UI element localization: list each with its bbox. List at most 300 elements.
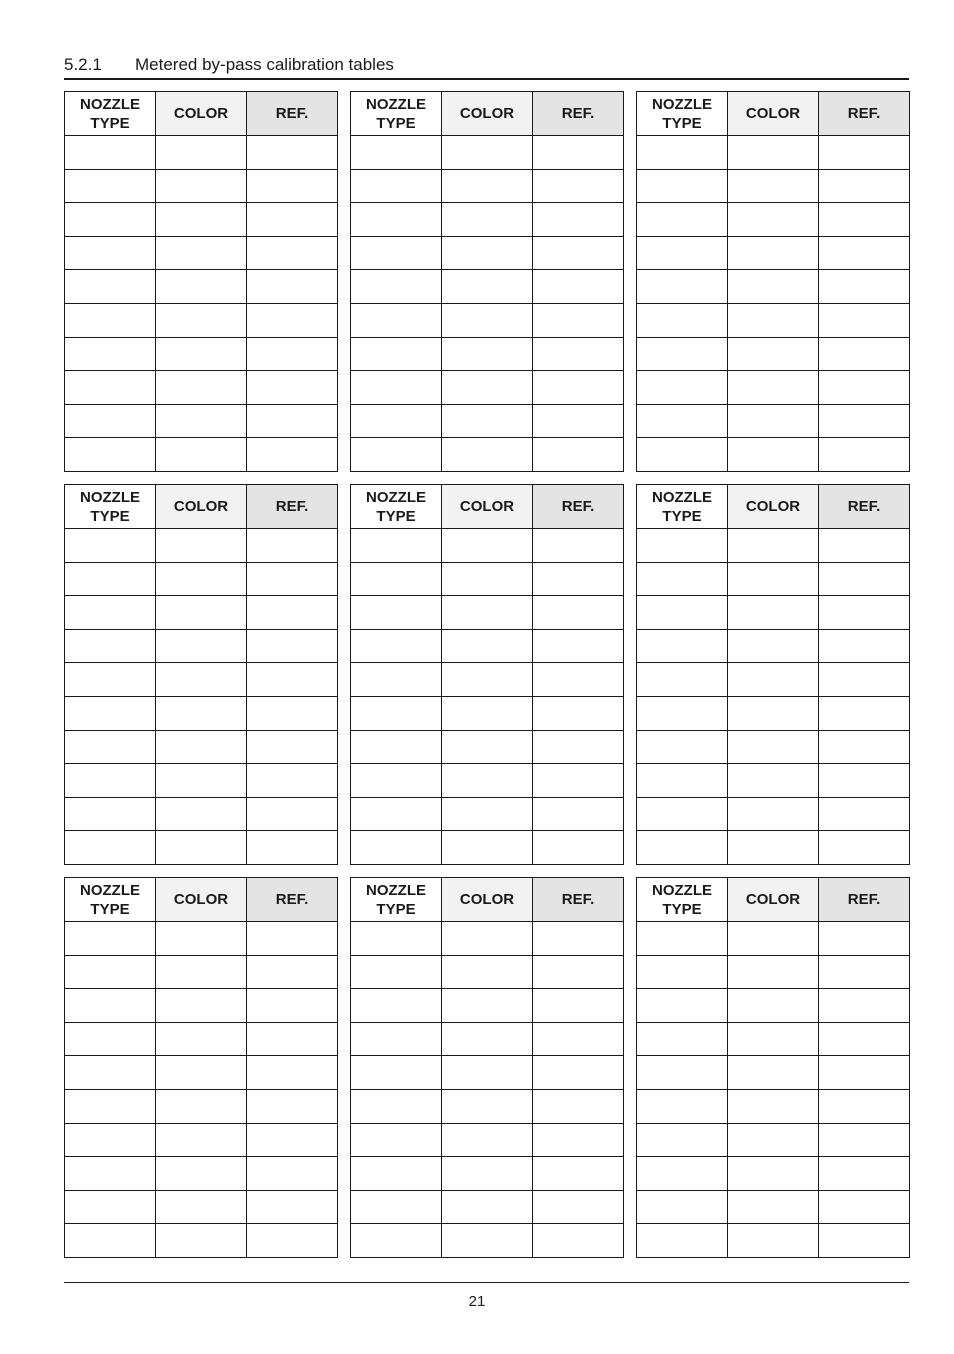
- color-cell[interactable]: [156, 371, 247, 405]
- ref-cell[interactable]: [533, 1157, 624, 1191]
- nozzle-type-cell[interactable]: [65, 371, 156, 405]
- table-row: [637, 169, 910, 203]
- color-cell[interactable]: [728, 1056, 819, 1090]
- table-row: [637, 1190, 910, 1224]
- color-cell[interactable]: [442, 1157, 533, 1191]
- color-cell[interactable]: [442, 629, 533, 663]
- ref-cell[interactable]: [819, 831, 910, 865]
- color-cell[interactable]: [442, 596, 533, 630]
- color-cell[interactable]: [156, 203, 247, 237]
- color-cell[interactable]: [156, 663, 247, 697]
- color-cell[interactable]: [728, 696, 819, 730]
- nozzle-type-cell[interactable]: [65, 337, 156, 371]
- nozzle-type-cell[interactable]: [351, 1190, 442, 1224]
- color-cell[interactable]: [156, 831, 247, 865]
- nozzle-type-cell[interactable]: [351, 236, 442, 270]
- nozzle-type-cell[interactable]: [65, 1022, 156, 1056]
- ref-cell[interactable]: [247, 629, 338, 663]
- ref-cell[interactable]: [247, 1022, 338, 1056]
- color-cell[interactable]: [156, 529, 247, 563]
- ref-cell[interactable]: [247, 562, 338, 596]
- nozzle-type-cell[interactable]: [637, 730, 728, 764]
- color-cell[interactable]: [442, 371, 533, 405]
- color-cell[interactable]: [442, 696, 533, 730]
- nozzle-type-cell[interactable]: [637, 629, 728, 663]
- ref-cell[interactable]: [819, 529, 910, 563]
- ref-cell[interactable]: [533, 438, 624, 472]
- table-row: [351, 764, 624, 798]
- nozzle-type-cell[interactable]: [637, 955, 728, 989]
- color-cell[interactable]: [156, 303, 247, 337]
- ref-cell[interactable]: [533, 1089, 624, 1123]
- color-cell[interactable]: [156, 764, 247, 798]
- color-cell[interactable]: [442, 236, 533, 270]
- color-cell[interactable]: [156, 955, 247, 989]
- nozzle-type-cell[interactable]: [351, 629, 442, 663]
- color-cell[interactable]: [728, 955, 819, 989]
- ref-cell[interactable]: [533, 1190, 624, 1224]
- nozzle-type-cell[interactable]: [637, 1022, 728, 1056]
- table-row: [65, 596, 338, 630]
- nozzle-type-cell[interactable]: [351, 371, 442, 405]
- nozzle-type-cell[interactable]: [65, 730, 156, 764]
- color-cell[interactable]: [728, 270, 819, 304]
- nozzle-type-cell[interactable]: [351, 797, 442, 831]
- table-row: [351, 1224, 624, 1258]
- ref-cell[interactable]: [819, 1157, 910, 1191]
- color-cell[interactable]: [156, 404, 247, 438]
- ref-cell[interactable]: [819, 663, 910, 697]
- ref-cell[interactable]: [533, 797, 624, 831]
- ref-cell[interactable]: [247, 797, 338, 831]
- ref-cell[interactable]: [247, 1056, 338, 1090]
- type-header-line: TYPE: [90, 900, 130, 918]
- nozzle-type-cell[interactable]: [637, 1089, 728, 1123]
- ref-cell[interactable]: [533, 629, 624, 663]
- ref-cell[interactable]: [533, 371, 624, 405]
- nozzle-type-cell[interactable]: [65, 203, 156, 237]
- ref-cell[interactable]: [533, 1224, 624, 1258]
- color-cell[interactable]: [728, 1190, 819, 1224]
- nozzle-type-cell[interactable]: [637, 562, 728, 596]
- nozzle-type-cell[interactable]: [351, 764, 442, 798]
- color-cell[interactable]: [442, 404, 533, 438]
- nozzle-type-cell[interactable]: [637, 696, 728, 730]
- color-cell[interactable]: [442, 529, 533, 563]
- color-cell[interactable]: [728, 1224, 819, 1258]
- nozzle-type-cell[interactable]: [351, 696, 442, 730]
- nozzle-type-cell[interactable]: [637, 236, 728, 270]
- nozzle-type-cell[interactable]: [351, 203, 442, 237]
- ref-cell[interactable]: [533, 136, 624, 170]
- nozzle-type-cell[interactable]: [351, 955, 442, 989]
- table-row: [637, 831, 910, 865]
- nozzle-type-cell[interactable]: [637, 922, 728, 956]
- color-cell[interactable]: [728, 303, 819, 337]
- nozzle-type-cell[interactable]: [637, 1123, 728, 1157]
- nozzle-type-cell[interactable]: [65, 596, 156, 630]
- color-cell[interactable]: [442, 663, 533, 697]
- color-cell[interactable]: [442, 955, 533, 989]
- ref-cell[interactable]: [533, 730, 624, 764]
- ref-cell[interactable]: [247, 1157, 338, 1191]
- ref-cell[interactable]: [247, 730, 338, 764]
- table-row: [351, 596, 624, 630]
- ref-cell[interactable]: [819, 136, 910, 170]
- table-row: [351, 303, 624, 337]
- nozzle-type-cell[interactable]: [637, 797, 728, 831]
- color-cell[interactable]: [442, 270, 533, 304]
- nozzle-type-cell[interactable]: [65, 663, 156, 697]
- nozzle-type-cell[interactable]: [637, 663, 728, 697]
- nozzle-type-cell[interactable]: [637, 438, 728, 472]
- color-cell[interactable]: [728, 562, 819, 596]
- ref-cell[interactable]: [819, 1190, 910, 1224]
- nozzle-type-cell[interactable]: [351, 1022, 442, 1056]
- ref-cell[interactable]: [819, 596, 910, 630]
- nozzle-type-cell[interactable]: [637, 371, 728, 405]
- nozzle-type-cell[interactable]: [65, 696, 156, 730]
- nozzle-type-cell[interactable]: [351, 529, 442, 563]
- nozzle-type-cell[interactable]: [637, 1056, 728, 1090]
- nozzle-type-cell[interactable]: [65, 1056, 156, 1090]
- color-cell[interactable]: [156, 730, 247, 764]
- ref-cell[interactable]: [247, 136, 338, 170]
- ref-cell[interactable]: [247, 989, 338, 1023]
- color-cell[interactable]: [728, 831, 819, 865]
- ref-cell[interactable]: [819, 730, 910, 764]
- ref-cell[interactable]: [533, 404, 624, 438]
- color-cell[interactable]: [728, 764, 819, 798]
- color-cell[interactable]: [442, 922, 533, 956]
- ref-cell[interactable]: [819, 371, 910, 405]
- nozzle-type-cell[interactable]: [351, 270, 442, 304]
- ref-cell[interactable]: [247, 955, 338, 989]
- ref-cell[interactable]: [247, 438, 338, 472]
- color-cell[interactable]: [728, 629, 819, 663]
- color-cell[interactable]: [156, 562, 247, 596]
- color-cell[interactable]: [156, 438, 247, 472]
- color-cell[interactable]: [728, 1089, 819, 1123]
- color-cell[interactable]: [442, 831, 533, 865]
- color-cell[interactable]: [156, 1056, 247, 1090]
- color-cell[interactable]: [728, 337, 819, 371]
- color-cell[interactable]: [442, 1022, 533, 1056]
- color-cell[interactable]: [442, 1123, 533, 1157]
- color-cell[interactable]: [442, 303, 533, 337]
- ref-cell[interactable]: [247, 831, 338, 865]
- ref-cell[interactable]: [533, 922, 624, 956]
- ref-cell[interactable]: [247, 1224, 338, 1258]
- nozzle-type-cell[interactable]: [351, 1123, 442, 1157]
- ref-cell[interactable]: [819, 1224, 910, 1258]
- ref-cell[interactable]: [819, 629, 910, 663]
- ref-cell[interactable]: [533, 270, 624, 304]
- nozzle-type-cell[interactable]: [65, 136, 156, 170]
- nozzle-type-cell[interactable]: [65, 303, 156, 337]
- nozzle-type-cell[interactable]: [351, 1224, 442, 1258]
- nozzle-type-cell[interactable]: [65, 236, 156, 270]
- ref-cell[interactable]: [533, 663, 624, 697]
- color-cell[interactable]: [442, 169, 533, 203]
- ref-cell[interactable]: [533, 562, 624, 596]
- color-cell[interactable]: [442, 562, 533, 596]
- color-cell[interactable]: [728, 1157, 819, 1191]
- color-cell[interactable]: [156, 629, 247, 663]
- ref-cell[interactable]: [247, 371, 338, 405]
- color-cell[interactable]: [728, 1022, 819, 1056]
- color-cell[interactable]: [156, 797, 247, 831]
- color-header: COLOR: [728, 878, 819, 922]
- ref-cell[interactable]: [819, 1089, 910, 1123]
- nozzle-type-cell[interactable]: [65, 529, 156, 563]
- ref-cell[interactable]: [819, 696, 910, 730]
- ref-cell[interactable]: [247, 236, 338, 270]
- nozzle-header-line: NOZZLE: [80, 95, 140, 113]
- ref-cell[interactable]: [819, 1123, 910, 1157]
- nozzle-type-cell[interactable]: [351, 1089, 442, 1123]
- table-row: [65, 955, 338, 989]
- nozzle-type-cell[interactable]: [351, 303, 442, 337]
- nozzle-type-cell[interactable]: [65, 831, 156, 865]
- nozzle-type-cell[interactable]: [65, 169, 156, 203]
- color-cell[interactable]: [442, 136, 533, 170]
- color-cell[interactable]: [728, 136, 819, 170]
- table-row: [65, 922, 338, 956]
- nozzle-type-cell[interactable]: [637, 764, 728, 798]
- ref-cell[interactable]: [819, 562, 910, 596]
- nozzle-type-cell[interactable]: [351, 922, 442, 956]
- calibration-table: [64, 91, 338, 472]
- color-cell[interactable]: [442, 1224, 533, 1258]
- ref-cell[interactable]: [247, 169, 338, 203]
- table-row: [637, 203, 910, 237]
- ref-cell[interactable]: [533, 303, 624, 337]
- ref-cell[interactable]: [819, 303, 910, 337]
- nozzle-type-cell[interactable]: [637, 404, 728, 438]
- ref-cell[interactable]: [819, 169, 910, 203]
- nozzle-type-cell[interactable]: [351, 1157, 442, 1191]
- color-cell[interactable]: [728, 1123, 819, 1157]
- nozzle-type-cell[interactable]: [637, 831, 728, 865]
- nozzle-type-cell[interactable]: [637, 169, 728, 203]
- nozzle-type-cell[interactable]: [637, 203, 728, 237]
- color-cell[interactable]: [728, 203, 819, 237]
- color-cell[interactable]: [442, 730, 533, 764]
- color-cell[interactable]: [442, 337, 533, 371]
- type-header-line: TYPE: [90, 507, 130, 525]
- ref-cell[interactable]: [819, 764, 910, 798]
- ref-cell[interactable]: [247, 529, 338, 563]
- color-cell[interactable]: [156, 337, 247, 371]
- nozzle-type-cell[interactable]: [65, 1224, 156, 1258]
- nozzle-type-cell[interactable]: [65, 989, 156, 1023]
- ref-cell[interactable]: [819, 203, 910, 237]
- nozzle-type-cell[interactable]: [637, 303, 728, 337]
- ref-cell[interactable]: [819, 922, 910, 956]
- nozzle-type-cell[interactable]: [65, 562, 156, 596]
- nozzle-type-cell[interactable]: [351, 337, 442, 371]
- ref-cell[interactable]: [247, 203, 338, 237]
- color-cell[interactable]: [156, 136, 247, 170]
- nozzle-type-cell[interactable]: [65, 270, 156, 304]
- table-row: [351, 955, 624, 989]
- nozzle-type-cell[interactable]: [351, 663, 442, 697]
- ref-cell[interactable]: [247, 1123, 338, 1157]
- ref-cell[interactable]: [819, 270, 910, 304]
- table-row: [65, 270, 338, 304]
- color-cell[interactable]: [442, 1190, 533, 1224]
- color-cell[interactable]: [156, 989, 247, 1023]
- ref-header: REF.: [819, 92, 910, 136]
- color-cell[interactable]: [728, 730, 819, 764]
- ref-cell[interactable]: [533, 831, 624, 865]
- ref-cell[interactable]: [533, 337, 624, 371]
- color-cell[interactable]: [728, 371, 819, 405]
- nozzle-type-cell[interactable]: [351, 1056, 442, 1090]
- color-cell[interactable]: [442, 764, 533, 798]
- nozzle-type-cell[interactable]: [65, 438, 156, 472]
- color-cell[interactable]: [156, 1190, 247, 1224]
- nozzle-type-cell[interactable]: [637, 1224, 728, 1258]
- ref-cell[interactable]: [533, 203, 624, 237]
- nozzle-type-cell[interactable]: [65, 1157, 156, 1191]
- nozzle-type-cell[interactable]: [65, 764, 156, 798]
- nozzle-type-cell[interactable]: [351, 169, 442, 203]
- ref-cell[interactable]: [247, 764, 338, 798]
- ref-cell[interactable]: [819, 955, 910, 989]
- nozzle-type-cell[interactable]: [637, 270, 728, 304]
- ref-cell[interactable]: [819, 438, 910, 472]
- nozzle-type-cell[interactable]: [637, 989, 728, 1023]
- nozzle-type-cell[interactable]: [65, 1089, 156, 1123]
- color-cell[interactable]: [156, 696, 247, 730]
- color-cell[interactable]: [442, 989, 533, 1023]
- ref-cell[interactable]: [247, 696, 338, 730]
- nozzle-type-cell[interactable]: [351, 404, 442, 438]
- table-row: [65, 696, 338, 730]
- nozzle-type-cell[interactable]: [65, 1190, 156, 1224]
- ref-cell[interactable]: [533, 989, 624, 1023]
- color-cell[interactable]: [728, 797, 819, 831]
- color-cell[interactable]: [728, 663, 819, 697]
- nozzle-type-cell[interactable]: [351, 562, 442, 596]
- color-cell[interactable]: [728, 438, 819, 472]
- ref-cell[interactable]: [533, 696, 624, 730]
- nozzle-type-cell[interactable]: [351, 438, 442, 472]
- nozzle-type-cell[interactable]: [637, 1157, 728, 1191]
- nozzle-type-cell[interactable]: [351, 831, 442, 865]
- nozzle-type-cell[interactable]: [351, 730, 442, 764]
- ref-cell[interactable]: [247, 596, 338, 630]
- ref-cell[interactable]: [819, 404, 910, 438]
- color-cell[interactable]: [728, 169, 819, 203]
- color-cell[interactable]: [442, 797, 533, 831]
- ref-cell[interactable]: [247, 404, 338, 438]
- table-row: [351, 562, 624, 596]
- ref-cell[interactable]: [533, 169, 624, 203]
- ref-cell[interactable]: [819, 1022, 910, 1056]
- table-row: [351, 236, 624, 270]
- nozzle-type-cell[interactable]: [637, 529, 728, 563]
- color-cell[interactable]: [156, 922, 247, 956]
- nozzle-type-cell[interactable]: [65, 955, 156, 989]
- table-row: [637, 371, 910, 405]
- nozzle-type-cell[interactable]: [65, 1123, 156, 1157]
- color-header: COLOR: [156, 485, 247, 529]
- ref-cell[interactable]: [819, 337, 910, 371]
- color-cell[interactable]: [156, 169, 247, 203]
- color-cell[interactable]: [156, 596, 247, 630]
- ref-cell[interactable]: [819, 236, 910, 270]
- color-cell[interactable]: [728, 989, 819, 1023]
- ref-cell[interactable]: [533, 1022, 624, 1056]
- nozzle-type-cell[interactable]: [65, 797, 156, 831]
- ref-cell[interactable]: [533, 529, 624, 563]
- ref-cell[interactable]: [533, 236, 624, 270]
- color-cell[interactable]: [728, 236, 819, 270]
- table-row: [637, 303, 910, 337]
- color-cell[interactable]: [156, 1157, 247, 1191]
- color-cell[interactable]: [156, 1022, 247, 1056]
- color-cell[interactable]: [156, 1089, 247, 1123]
- color-cell[interactable]: [156, 1224, 247, 1258]
- ref-cell[interactable]: [247, 663, 338, 697]
- table-row: [65, 1123, 338, 1157]
- color-cell[interactable]: [442, 438, 533, 472]
- ref-cell[interactable]: [533, 764, 624, 798]
- color-cell[interactable]: [728, 596, 819, 630]
- ref-cell[interactable]: [533, 955, 624, 989]
- ref-cell[interactable]: [533, 1123, 624, 1157]
- color-cell[interactable]: [728, 404, 819, 438]
- nozzle-type-cell[interactable]: [65, 404, 156, 438]
- nozzle-type-cell[interactable]: [637, 1190, 728, 1224]
- ref-cell[interactable]: [247, 1089, 338, 1123]
- ref-cell[interactable]: [247, 922, 338, 956]
- ref-cell[interactable]: [533, 596, 624, 630]
- nozzle-header-line: NOZZLE: [652, 488, 712, 506]
- ref-cell[interactable]: [247, 303, 338, 337]
- color-cell[interactable]: [442, 1089, 533, 1123]
- color-cell[interactable]: [442, 1056, 533, 1090]
- nozzle-type-cell[interactable]: [65, 629, 156, 663]
- ref-cell[interactable]: [819, 989, 910, 1023]
- ref-header: REF.: [247, 485, 338, 529]
- color-cell[interactable]: [442, 203, 533, 237]
- nozzle-type-cell[interactable]: [351, 136, 442, 170]
- ref-cell[interactable]: [533, 1056, 624, 1090]
- color-cell[interactable]: [156, 236, 247, 270]
- ref-cell[interactable]: [819, 797, 910, 831]
- table-row: [351, 136, 624, 170]
- ref-cell[interactable]: [247, 337, 338, 371]
- nozzle-type-cell[interactable]: [637, 337, 728, 371]
- ref-cell[interactable]: [247, 270, 338, 304]
- nozzle-type-cell[interactable]: [65, 922, 156, 956]
- nozzle-type-cell[interactable]: [351, 989, 442, 1023]
- ref-cell[interactable]: [247, 1190, 338, 1224]
- nozzle-type-header: [637, 92, 728, 136]
- nozzle-type-cell[interactable]: [637, 596, 728, 630]
- nozzle-type-cell[interactable]: [637, 136, 728, 170]
- color-cell[interactable]: [728, 922, 819, 956]
- nozzle-type-cell[interactable]: [351, 596, 442, 630]
- color-cell[interactable]: [728, 529, 819, 563]
- ref-cell[interactable]: [819, 1056, 910, 1090]
- color-cell[interactable]: [156, 1123, 247, 1157]
- color-cell[interactable]: [156, 270, 247, 304]
